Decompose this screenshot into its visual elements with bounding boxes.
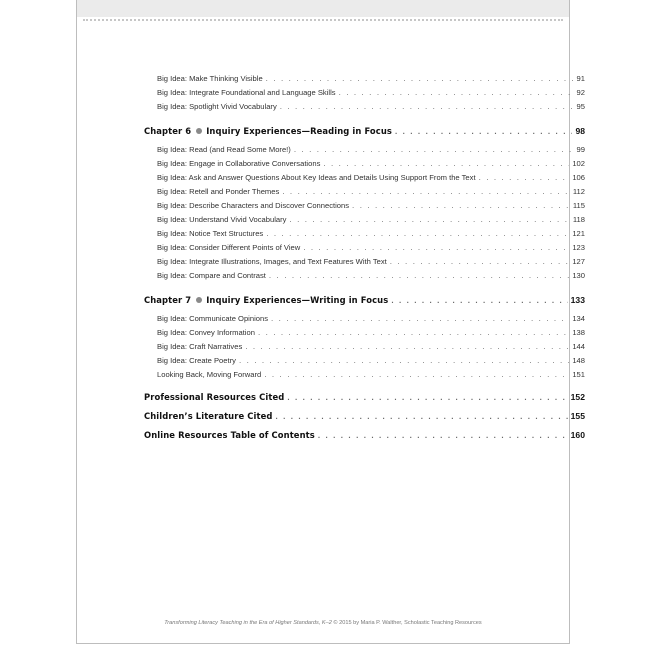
chapter-name: Inquiry Experiences—Reading in Focus	[206, 126, 392, 136]
dot-leader	[289, 215, 569, 224]
page-number: 123	[572, 243, 585, 252]
entry-title: Big Idea: Understand Vivid Vocabulary	[157, 215, 287, 224]
toc-entry	[157, 74, 585, 85]
dot-leader	[395, 127, 572, 136]
chapter-title	[144, 295, 388, 305]
chapter-number: Chapter 7	[144, 295, 192, 305]
dot-leader	[266, 74, 574, 83]
dot-leader	[266, 229, 569, 238]
toc-entry	[157, 370, 585, 381]
dot-leader	[323, 159, 569, 168]
dot-leader	[390, 257, 570, 266]
toc-chapter-heading	[144, 295, 585, 307]
toc-entry	[157, 314, 585, 325]
toc-entry	[157, 243, 585, 254]
page-number: 130	[572, 271, 585, 280]
dot-leader	[271, 314, 569, 323]
toc-section-heading	[144, 411, 585, 423]
page-number: 98	[575, 126, 585, 136]
entry-title: Big Idea: Integrate Foundational and Language Skills	[157, 88, 336, 97]
toc-entry	[157, 201, 585, 212]
entry-title: Big Idea: Compare and Contrast	[157, 271, 266, 280]
entry-title: Looking Back, Moving Forward	[157, 370, 262, 379]
dot-leader	[239, 356, 569, 365]
toc-entry	[157, 342, 585, 353]
entry-title: Big Idea: Create Poetry	[157, 356, 236, 365]
entry-title: Online Resources Table of Contents	[144, 430, 315, 440]
entry-title: Big Idea: Consider Different Points of View	[157, 243, 301, 252]
toc-entry	[157, 229, 585, 240]
toc-entry	[157, 356, 585, 367]
page-number: 134	[572, 314, 585, 323]
entry-title: Big Idea: Engage in Collaborative Conversations	[157, 159, 321, 168]
dot-leader	[391, 296, 567, 305]
page-number: 155	[570, 411, 585, 421]
dot-leader	[258, 328, 569, 337]
document-page	[76, 0, 585, 644]
page-number: 160	[570, 430, 585, 440]
toc-entry	[157, 159, 585, 170]
footer-copyright: © 2015 by Maria P. Walther, Scholastic Teaching Resources	[331, 620, 482, 626]
entry-title: Big Idea: Read (and Read Some More!)	[157, 145, 291, 154]
toc-entry	[157, 145, 585, 156]
page-number: 118	[572, 215, 585, 224]
page-number: 102	[572, 159, 585, 168]
dot-leader	[245, 342, 569, 351]
dot-leader	[352, 201, 570, 210]
chapter-name: Inquiry Experiences—Writing in Focus	[206, 295, 389, 305]
toc-entry	[157, 328, 585, 339]
bullet-icon	[196, 297, 202, 303]
chapter-number: Chapter 6	[144, 126, 192, 136]
entry-title: Big Idea: Craft Narratives	[157, 342, 243, 351]
dot-leader	[280, 102, 574, 111]
page-number: 112	[572, 187, 585, 196]
dot-leader	[318, 431, 568, 440]
dot-leader	[282, 187, 570, 196]
page-number: 121	[572, 229, 585, 238]
toc-entry	[157, 215, 585, 226]
entry-title: Children’s Literature Cited	[144, 411, 273, 421]
page-number: 148	[572, 356, 585, 365]
entry-title: Big Idea: Spotlight Vivid Vocabulary	[157, 102, 277, 111]
toc-entry	[157, 88, 585, 99]
dot-leader	[303, 243, 569, 252]
page-number: 99	[576, 145, 585, 154]
page-number: 144	[572, 342, 585, 351]
page-number: 95	[576, 102, 585, 111]
dot-leader	[479, 173, 570, 182]
entry-title: Big Idea: Describe Characters and Discover Connections	[157, 201, 350, 210]
bullet-icon	[196, 128, 202, 134]
entry-title: Big Idea: Integrate Illustrations, Images, and Text Features With Text	[157, 257, 387, 266]
entry-title: Big Idea: Convey Information	[157, 328, 255, 337]
footer-book-title: Transforming Literacy Teaching in the Era of Higher Standards, K–2	[164, 620, 332, 626]
toc-entry	[157, 271, 585, 282]
entry-title: Big Idea: Ask and Answer Questions About Key Ideas and Details Using Support From the Text	[157, 173, 476, 182]
dot-leader	[339, 88, 574, 97]
toc-entry	[157, 173, 585, 184]
entry-title: Big Idea: Notice Text Structures	[157, 229, 264, 238]
entry-title: Professional Resources Cited	[144, 392, 285, 402]
page-number: 115	[572, 201, 585, 210]
page-top-band	[77, 0, 569, 17]
page-number: 138	[572, 328, 585, 337]
dot-leader	[264, 370, 569, 379]
page-number: 106	[572, 173, 585, 182]
toc-entry	[157, 102, 585, 113]
dot-leader	[294, 145, 574, 154]
entry-title: Big Idea: Retell and Ponder Themes	[157, 187, 280, 196]
perforation-line	[83, 19, 563, 21]
toc-section-heading	[144, 392, 585, 404]
dot-leader	[275, 412, 567, 421]
toc-section-heading	[144, 430, 585, 442]
page-number: 127	[572, 257, 585, 266]
page-number: 151	[572, 370, 585, 379]
chapter-title	[144, 126, 392, 136]
toc-entry	[157, 187, 585, 198]
toc-entry	[157, 257, 585, 268]
dot-leader	[269, 271, 569, 280]
page-number: 92	[576, 88, 585, 97]
toc-chapter-heading	[144, 126, 585, 138]
page-number: 152	[570, 392, 585, 402]
page-number: 91	[576, 74, 585, 83]
entry-title: Big Idea: Communicate Opinions	[157, 314, 269, 323]
entry-title: Big Idea: Make Thinking Visible	[157, 74, 263, 83]
page-number: 133	[570, 295, 585, 305]
page-footer	[77, 620, 569, 626]
dot-leader	[287, 393, 567, 402]
